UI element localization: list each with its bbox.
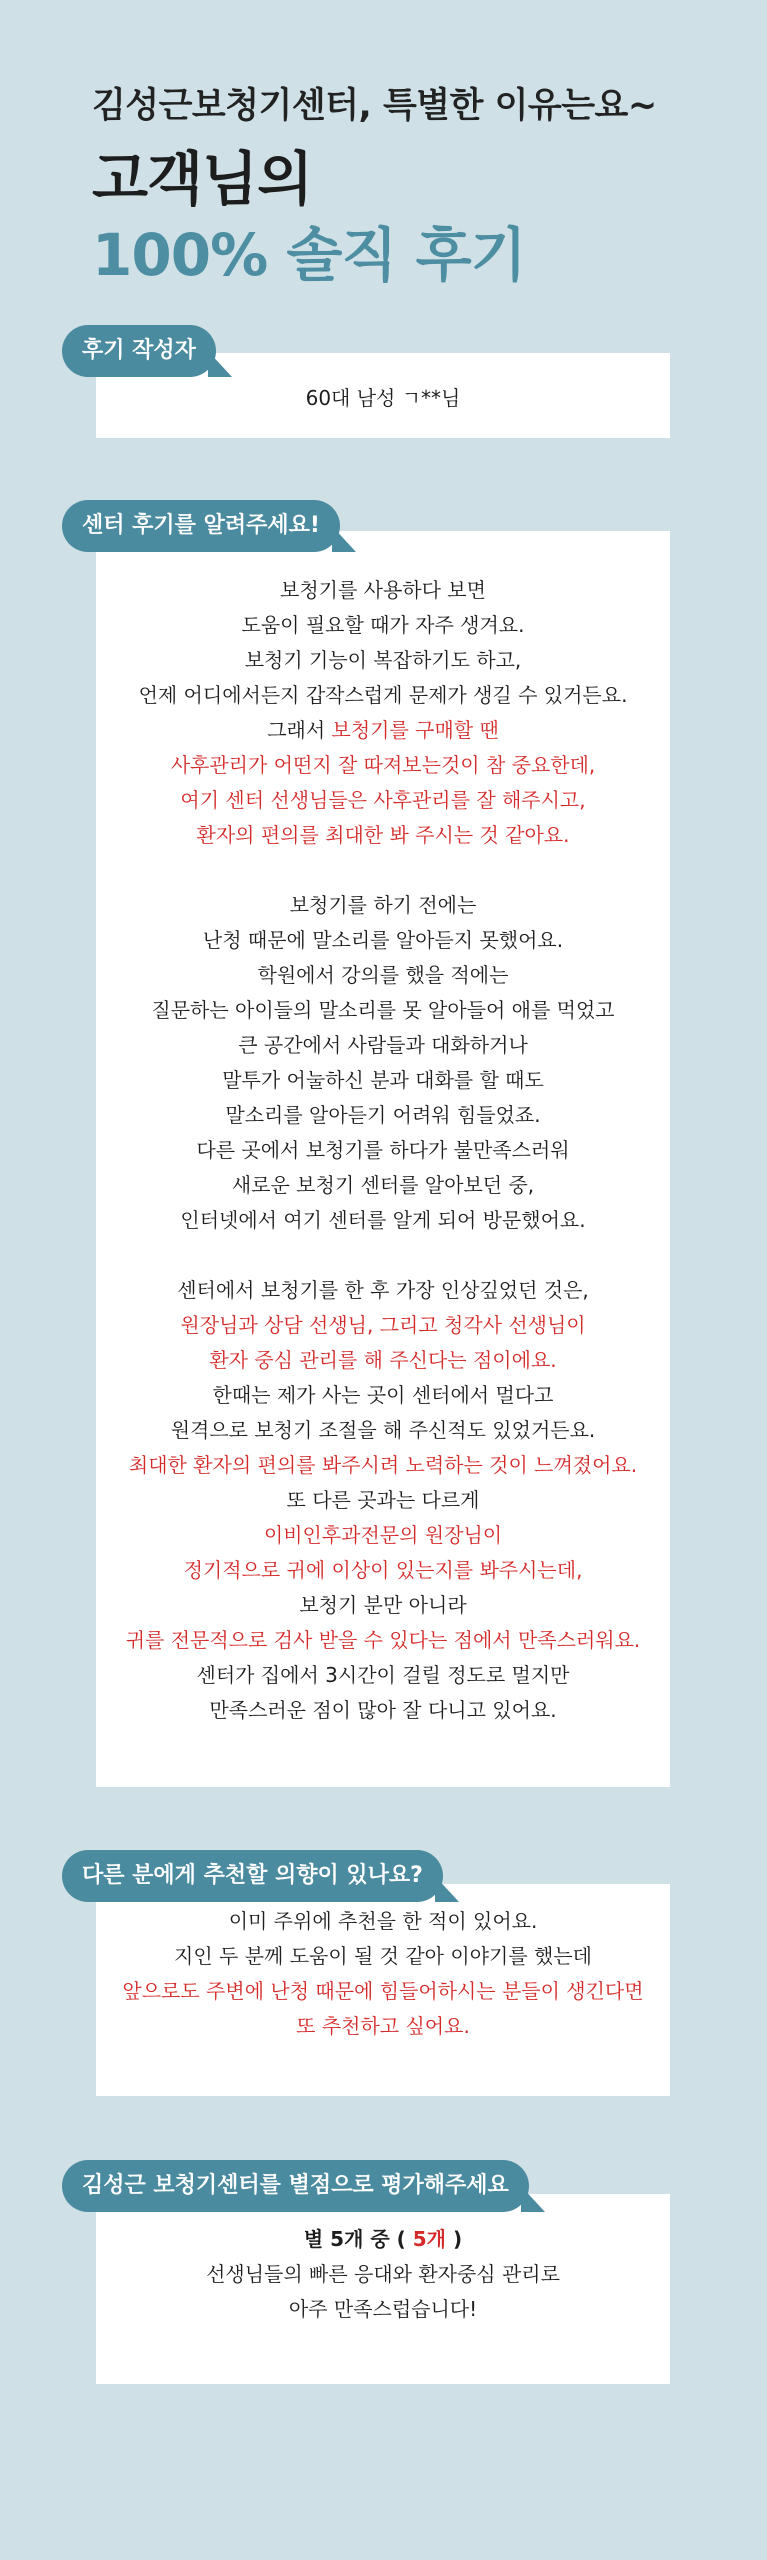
review-line: 또 다른 곳과는 다르게 xyxy=(286,1488,480,1512)
rating-section xyxy=(0,2160,767,2390)
review-line: 난청 때문에 말소리를 알아듣지 못했어요. xyxy=(202,928,564,952)
review-line: 센터가 집에서 3시간이 걸릴 정도로 멀지만 xyxy=(196,1663,570,1687)
review-line: 학원에서 강의를 했을 적에는 xyxy=(257,963,509,987)
page-title-highlight: 100% 솔직 후기 xyxy=(92,221,526,289)
rating-score-suffix: ) xyxy=(452,2227,463,2251)
review-highlight-line: 이비인후과전문의 원장님이 xyxy=(263,1523,503,1547)
review-line: 보청기를 사용하다 보면 xyxy=(280,578,486,602)
recommend-line: 지인 두 분께 도움이 될 것 같아 이야기를 했는데 xyxy=(174,1944,592,1968)
author-tag: 후기 작성자 xyxy=(62,325,216,377)
rating-card xyxy=(96,2194,670,2384)
review-line: 한때는 제가 사는 곳이 센터에서 멀다고 xyxy=(212,1383,554,1407)
recommend-card xyxy=(96,1884,670,2096)
review-line: 원격으로 보청기 조절을 해 주신적도 있었거든요. xyxy=(170,1418,596,1442)
review-line: 보청기를 하기 전에는 xyxy=(289,893,477,917)
review-highlight-line: 환자의 편의를 최대한 봐 주시는 것 같아요. xyxy=(196,823,570,847)
review-line: 언제 어디에서든지 갑작스럽게 문제가 생길 수 있거든요. xyxy=(138,683,628,707)
author-section xyxy=(0,325,767,445)
paragraph-gap xyxy=(96,853,670,888)
author-text: 60대 남성 ㄱ**님 xyxy=(305,386,461,410)
review-section xyxy=(0,500,767,1790)
rating-line: 아주 만족스럽습니다! xyxy=(288,2297,478,2321)
review-highlight-line: 여기 센터 선생님들은 사후관리를 잘 해주시고, xyxy=(180,788,586,812)
review-line: 보청기 기능이 복잡하기도 하고, xyxy=(244,648,522,672)
review-line: 새로운 보청기 센터를 알아보던 중, xyxy=(231,1173,535,1197)
rating-line: 선생님들의 빠른 응대와 환자중심 관리로 xyxy=(206,2262,560,2286)
review-line: 다른 곳에서 보청기를 하다가 불만족스러워 xyxy=(196,1138,570,1162)
page-title: 고객님의 xyxy=(92,145,313,213)
header xyxy=(92,78,657,288)
recommend-line: 이미 주위에 추천을 한 적이 있어요. xyxy=(228,1909,538,1933)
rating-score-value: 5개 xyxy=(405,2227,453,2251)
review-card xyxy=(96,531,670,1787)
review-line-mixed xyxy=(96,713,670,748)
review-line: 말투가 어눌하신 분과 대화를 할 때도 xyxy=(222,1068,544,1092)
review-line: 말소리를 알아듣기 어려워 힘들었죠. xyxy=(225,1103,541,1127)
review-highlight-line: 사후관리가 어떤지 잘 따져보는것이 참 중요한데, xyxy=(170,753,596,777)
review-line-plain-part: 그래서 xyxy=(267,718,332,742)
recommend-section xyxy=(0,1850,767,2100)
recommend-highlight-line: 또 추천하고 싶어요. xyxy=(296,2014,470,2038)
review-highlight-line: 원장님과 상담 선생님, 그리고 청각사 선생님이 xyxy=(180,1313,586,1337)
rating-tag: 김성근 보청기센터를 별점으로 평가해주세요 xyxy=(62,2160,529,2212)
review-line: 도움이 필요할 때가 자주 생겨요. xyxy=(241,613,525,637)
review-highlight-line: 환자 중심 관리를 해 주신다는 점이에요. xyxy=(209,1348,557,1372)
page-subtitle: 김성근보청기센터, 특별한 이유는요~ xyxy=(92,86,657,126)
review-line: 보청기 분만 아니라 xyxy=(299,1593,467,1617)
review-line: 만족스러운 점이 많아 잘 다니고 있어요. xyxy=(209,1698,557,1722)
review-line: 큰 공간에서 사람들과 대화하거나 xyxy=(238,1033,528,1057)
review-highlight-line: 정기적으로 귀에 이상이 있는지를 봐주시는데, xyxy=(183,1558,583,1582)
rating-score-prefix: 별 5개 중 ( xyxy=(303,2227,406,2251)
review-line: 질문하는 아이들의 말소리를 못 알아들어 애를 먹었고 xyxy=(151,998,615,1022)
review-highlight-line: 귀를 전문적으로 검사 받을 수 있다는 점에서 만족스러워요. xyxy=(125,1628,641,1652)
review-highlight-line: 최대한 환자의 편의를 봐주시려 노력하는 것이 느껴졌어요. xyxy=(128,1453,638,1477)
recommend-highlight-line: 앞으로도 주변에 난청 때문에 힘들어하시는 분들이 생긴다면 xyxy=(122,1979,644,2003)
review-line: 센터에서 보청기를 한 후 가장 인상깊었던 것은, xyxy=(177,1278,589,1302)
recommend-tag: 다른 분에게 추천할 의향이 있나요? xyxy=(62,1850,443,1902)
review-line-highlight-part: 보청기를 구매할 땐 xyxy=(331,718,499,742)
review-tag: 센터 후기를 알려주세요! xyxy=(62,500,340,552)
paragraph-gap xyxy=(96,1238,670,1273)
rating-score xyxy=(96,2222,670,2257)
review-line: 인터넷에서 여기 센터를 알게 되어 방문했어요. xyxy=(180,1208,586,1232)
